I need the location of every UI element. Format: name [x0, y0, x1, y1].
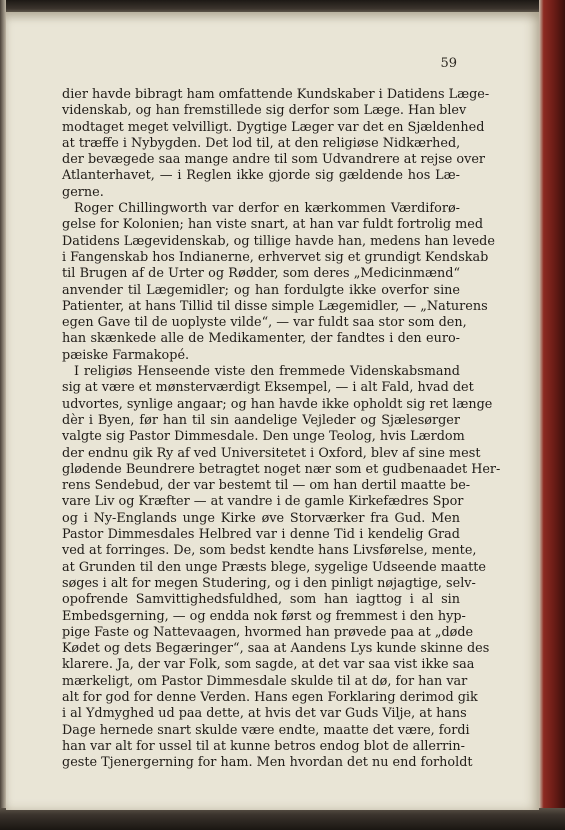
text-line: Embedsgerning, — og endda nok først og fremmest i den hyp-	[62, 608, 466, 624]
text-line: søges i alt for megen Studering, og i den pinligt nøjagtige, selv-	[62, 575, 476, 591]
book-binding-edge	[539, 0, 565, 830]
text-line: modtaget meget velvilligt. Dygtige Læger var det en Sjældenhed	[62, 119, 485, 135]
text-line: han skænkede alle de Medikamenter, der fandtes i den euro-	[62, 331, 460, 347]
text-line: sig at være et mønsterværdigt Eksempel, — i alt Fald, hvad det	[62, 380, 474, 396]
text-line: Datidens Lægevidenskab, og tillige havde han, medens han levede	[62, 233, 495, 249]
text-line: Pastor Dimmesdales Helbred var i denne Tid i kendelig Grad	[62, 527, 460, 543]
text-line: at træffe i Nybygden. Det lod til, at den religiøse Nidkærhed,	[62, 135, 461, 151]
page-number: 59	[440, 56, 457, 71]
text-line: pige Faste og Nattevaagen, hvormed han prøvede paa at „døde	[62, 624, 474, 640]
text-line: i Fangenskab hos Indianerne, erhvervet sig et grundigt Kendskab	[62, 249, 489, 265]
text-line: dier havde bibragt ham omfattende Kundskaber i Datidens Læge-	[62, 87, 490, 102]
text-line: gelse for Kolonien; han viste snart, at han var fuldt fortrolig med	[62, 217, 484, 233]
text-line: I religiøs Henseende viste den fremmede Videnskabsmand	[74, 364, 460, 380]
text-line: Dage hernede snart skulde være endte, maatte det være, fordi	[62, 722, 470, 738]
text-line: Atlanterhavet, — i Reglen ikke gjorde sig gældende hos Læ-	[62, 168, 460, 184]
text-line: Roger Chillingworth var derfor en kærkommen Værdiforø-	[74, 201, 460, 217]
text-line: egen Gave til de uoplyste vilde“, — var fuldt saa stor som den,	[62, 315, 467, 331]
text-line: klarere. Ja, der var Folk, som sagde, at det var saa vist ikke saa	[62, 657, 475, 673]
text-line: glødende Beundrere betragtet noget nær som et gudbenaadet Her-	[62, 461, 501, 477]
text-line: ved at forringes. De, som bedst kendte hans Livsførelse, mente,	[62, 543, 477, 559]
body-text	[62, 87, 501, 771]
text-line: udvortes, synlige angaar; og han havde ikke opholdt sig ret længe	[62, 396, 493, 412]
text-line: i al Ydmyghed ud paa dette, at hvis det var Guds Vilje, at hans	[62, 706, 467, 722]
book-page	[6, 12, 539, 810]
text-line: der bevægede saa mange andre til som Udvandrere at rejse over	[62, 152, 486, 168]
text-line: anvender til Lægemidler; og han fordulgte ikke overfor sine	[62, 282, 460, 298]
text-line: mærkeligt, om Pastor Dimmesdale skulde til at dø, for han var	[62, 673, 468, 689]
text-line: gerne.	[62, 184, 104, 200]
text-line: dèr i Byen, før han til sin aandelige Vejleder og Sjælesørger	[62, 412, 460, 428]
text-line: Patienter, at hans Tillid til disse simple Lægemidler, — „Naturens	[62, 298, 488, 314]
text-line: videnskab, og han fremstillede sig derfor som Læge. Han blev	[62, 103, 467, 119]
text-line: geste Tjenergerning for ham. Men hvordan det nu end forholdt	[62, 755, 473, 771]
text-line: alt for god for denne Verden. Hans egen Forklaring derimod gik	[62, 689, 478, 705]
text-line: opofrende Samvittighedsfuldhed, som han iagttog i al sin	[62, 592, 460, 608]
text-line: han var alt for ussel til at kunne betros endog blot de allerrin-	[62, 738, 465, 754]
text-line: at Grunden til den unge Præsts blege, sygelige Udseende maatte	[62, 559, 486, 575]
text-line: der endnu gik Ry af ved Universitetet i Oxford, blev af sine mest	[62, 445, 481, 461]
text-line: Kødet og dets Begæringer“, saa at Aandens Lys kunde skinne des	[62, 641, 490, 657]
text-line: og i Ny-Englands unge Kirke øve Storværker fra Gud. Men	[62, 510, 460, 526]
text-line: rens Sendebud, der var bestemt til — om han dertil maatte be-	[62, 478, 471, 494]
text-line: vare Liv og Kræfter — at vandre i de gamle Kirkefædres Spor	[62, 494, 464, 510]
scan-bottom-edge	[0, 808, 565, 830]
text-line: til Brugen af de Urter og Rødder, som deres „Medicinmænd“	[62, 266, 460, 282]
text-line: valgte sig Pastor Dimmesdale. Den unge Teolog, hvis Lærdom	[62, 429, 465, 445]
text-line: pæiske Farmakopé.	[62, 347, 190, 363]
